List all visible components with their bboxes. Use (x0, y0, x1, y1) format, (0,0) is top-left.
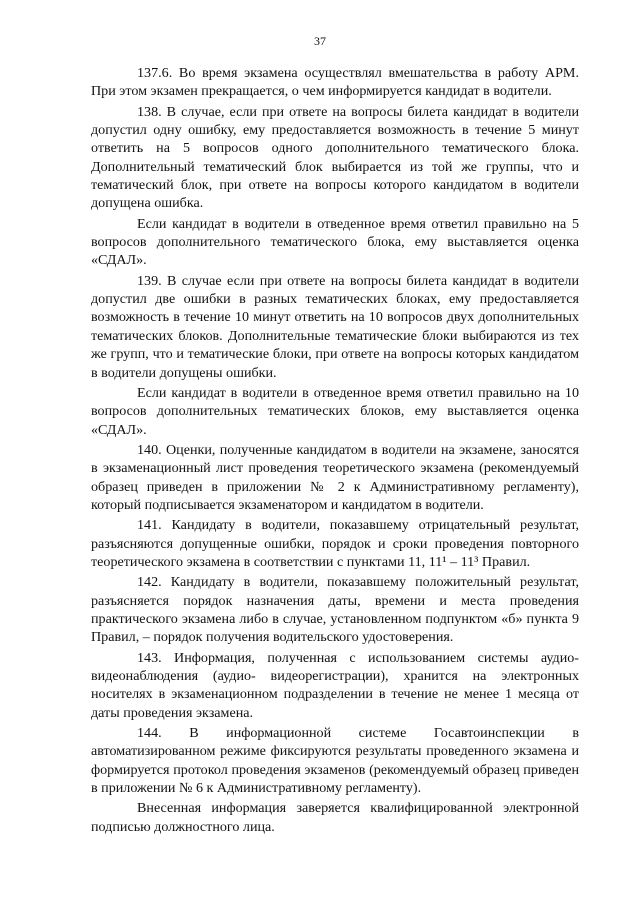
paragraph-143: 143. Информация, полученная с использованием системы аудио-видеонаблюдения (аудио- видеорегистрации), хранится на электронных носителях в экзаменационном подразделении в течение не менее 1 месяца от даты проведения экзамена. (91, 649, 579, 721)
paragraph-142: 142. Кандидату в водители, показавшему положительный результат, разъясняется порядок назначения даты, времени и места проведения практического экзамена либо в случае, установленном подпунктом «б» пункта 9 Правил, – порядок получения водительского удостоверения. (91, 574, 579, 646)
paragraph-141: 141. Кандидату в водители, показавшему отрицательный результат, разъясняются допущенные ошибки, порядок и сроки проведения повторного теоретического экзамена в соответствии с пунктами 11, 11¹ – 11³ Правил. (91, 517, 579, 570)
document-body (91, 64, 579, 836)
paragraph-139-result: Если кандидат в водители в отведенное время ответил правильно на 10 вопросов дополнительных тематических блоков, ему выставляется оценка «СДАЛ». (91, 384, 579, 438)
paragraph-140: 140. Оценки, полученные кандидатом в водители на экзамене, заносятся в экзаменационный лист проведения теоретического экзамена (рекомендуемый образец приведен в приложении № 2 к Административному регламенту), который подписывается экзаменатором и кандидатом в водители. (91, 441, 579, 513)
page-number: 37 (314, 34, 326, 48)
paragraph-137-6: 137.6. Во время экзамена осуществлял вмешательства в работу АРМ. При этом экзамен прекращается, о чем информируется кандидат в водители. (91, 65, 579, 100)
paragraph-138-result: Если кандидат в водители в отведенное время ответил правильно на 5 вопросов дополнительного тематического блока, ему выставляется оценка «СДАЛ». (91, 215, 579, 269)
paragraph-144-signature: Внесенная информация заверяется квалифицированной электронной подписью должностного лица. (91, 800, 579, 835)
paragraph-138: 138. В случае, если при ответе на вопросы билета кандидат в водители допустил одну ошибку, ему предоставляется возможность в течение 5 минут ответить на 5 вопросов одного дополнительного тематического блока. Дополнительный тематический блок выбирается из той же группы, что и тематический блок, при ответе на вопросы которого кандидатом в водители допущена ошибка. (91, 103, 579, 212)
paragraph-144: 144. В информационной системе Госавтоинспекции в автоматизированном режиме фиксируются результаты проведенного экзамена и формируется протокол проведения экзаменов (рекомендуемый образец приведен в приложении № 6 к Административному регламенту). (91, 725, 579, 797)
paragraph-139: 139. В случае если при ответе на вопросы билета кандидат в водители допустил две ошибки в разных тематических блоках, ему предоставляется возможность в течение 10 минут ответить на 10 вопросов двух дополнительных тематических блоков. Дополнительные тематические блоки выбираются из тех же групп, что и тематические блоки, при ответе на вопросы которых кандидатом в водители допущены ошибки. (91, 272, 579, 381)
